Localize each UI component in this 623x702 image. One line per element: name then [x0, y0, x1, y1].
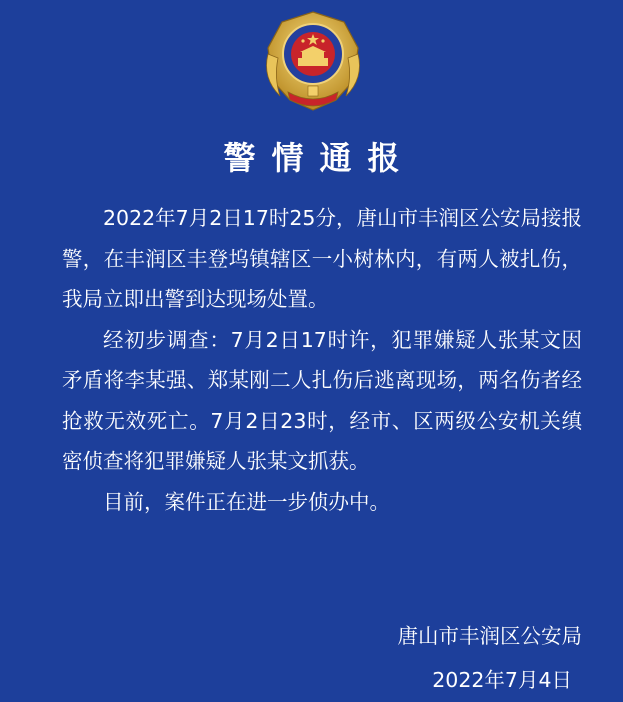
- issue-date: 2022年7月4日: [432, 668, 572, 692]
- police-emblem-icon: [258, 8, 368, 116]
- notice-paragraph: 经初步调查：7月2日17时许，犯罪嫌疑人张某文因矛盾将李某强、郑某刚二人扎伤后逃离现场，两名伤者经抢救无效死亡。7月2日23时，经市、区两级公安机关缜密侦查将犯罪嫌疑人张某文抓获。: [62, 327, 582, 473]
- signature-block: [398, 614, 583, 702]
- notice-title: 警情通报: [223, 139, 416, 177]
- notice-paragraph: 目前，案件正在进一步侦办中。: [103, 489, 390, 514]
- issuer-name: 唐山市丰润区公安局: [397, 624, 582, 648]
- notice-paragraph: 2022年7月2日17时25分，唐山市丰润区公安局接报警，在丰润区丰登坞镇辖区一小树林内，有两人被扎伤，我局立即出警到达现场处置。: [62, 206, 582, 311]
- notice-body: [62, 198, 582, 522]
